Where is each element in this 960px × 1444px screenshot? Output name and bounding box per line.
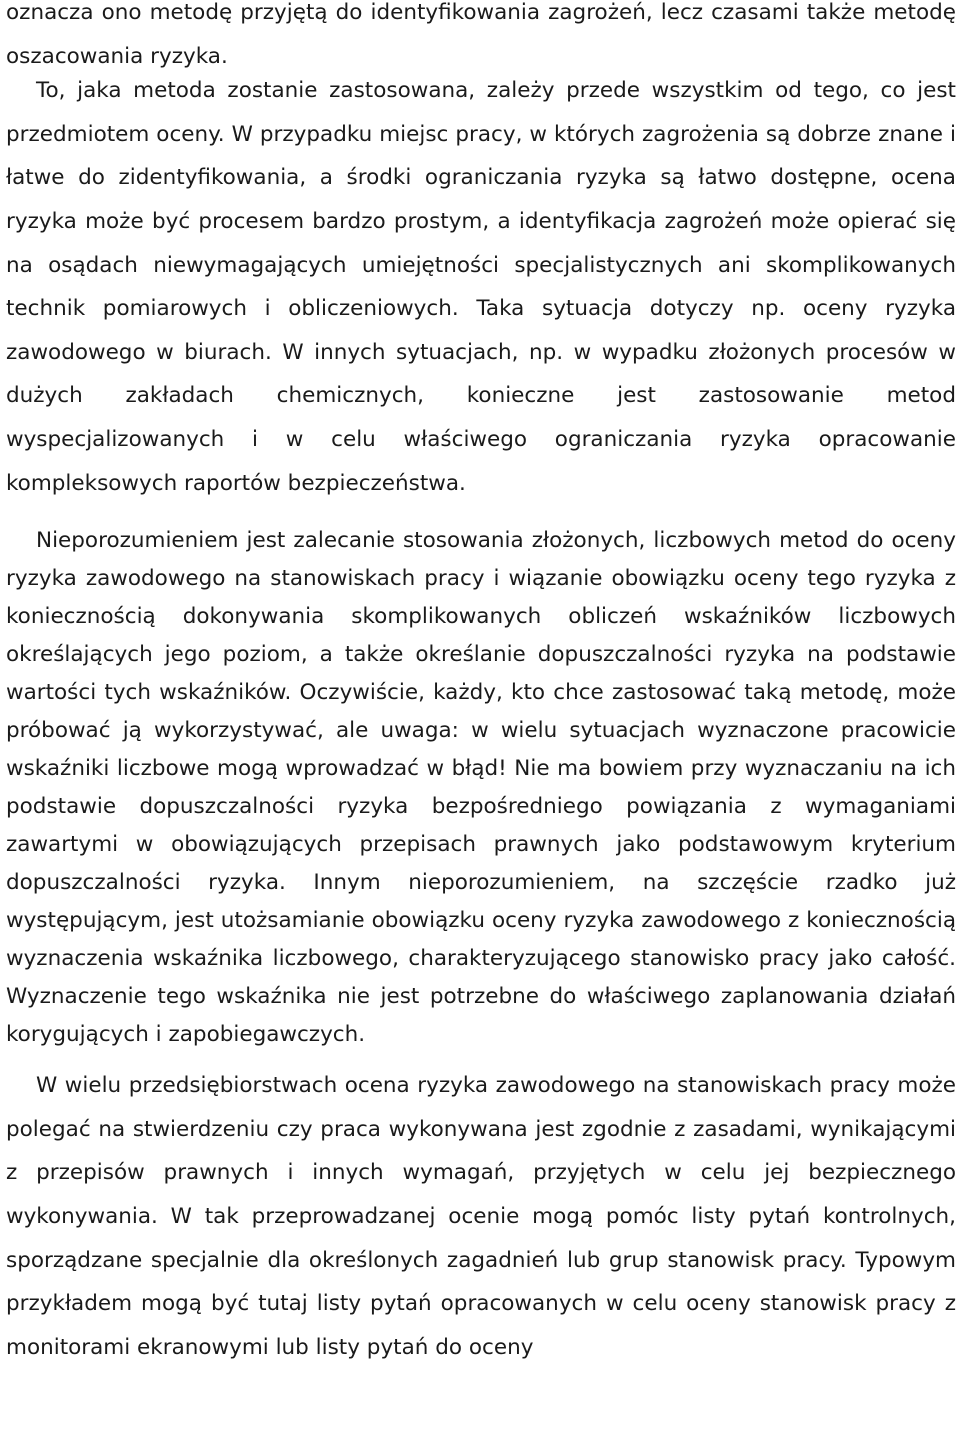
paragraph-3-text: Nieporozumieniem jest zalecanie stosowania złożonych, liczbowych metod do oceny ryzyka zawodowego na stanowiskach pracy i wiązanie obowiązku oceny tego ryzyka z koniecznością dokonywania skomplikowanych obliczeń wskaźników liczbowych określających jego poziom, a także określanie dopuszczalności ryzyka na podstawie wartości tych wskaźników. Oczywiście, każdy, kto chce zastosować taką metodę, może próbować ją wykorzystywać, ale uwaga: w wielu sytuacjach wyznaczone pracowicie wskaźniki liczbowe mogą wprowadzać w błąd! Nie ma bowiem przy wyznaczaniu na ich podstawie dopuszczalności ryzyka bezpośredniego powiązania z wymaganiami zawartymi w obowiązujących przepisach prawnych jako podstawowym kryterium dopuszczalności ryzyka. Innym nieporozumieniem, na szczęście rzadko już występującym, jest utożsamianie obowiązku oceny ryzyka zawodowego z koniecznością wyznaczenia wskaźnika liczbowego, charakteryzującego stanowisko pracy jako całość. Wyznaczenie tego wskaźnika nie jest potrzebne do właściwego zaplanowania działań korygujących i zapobiegawczych. (6, 528, 956, 1048)
paragraph-2-text: To, jaka metoda zostanie zastosowana, zależy przede wszystkim od tego, co jest przedmiotem oceny. W przypadku miejsc pracy, w których zagrożenia są dobrze znane i łatwe do zidentyfikowania, a środki ograniczania ryzyka są łatwo dostępne, ocena ryzyka może być procesem bardzo prostym, a identyfikacja zagrożeń może opierać się na osądach niewymagających umiejętności specjalistycznych ani skomplikowanych technik pomiarowych i obliczeniowych. Taka sytuacja dotyczy np. oceny ryzyka zawodowego w biurach. W innych sytuacjach, np. w wypadku złożonych procesów w dużych zakładach chemicznych, konieczne jest zastosowanie metod wyspecjalizowanych i w celu właściwego ograniczania ryzyka opracowanie kompleksowych raportów bezpieczeństwa. (6, 78, 956, 496)
paragraph-4 (6, 1064, 956, 1369)
paragraph-1 (6, 0, 956, 78)
paragraph-4-text: W wielu przedsiębiorstwach ocena ryzyka zawodowego na stanowiskach pracy może polegać na stwierdzeniu czy praca wykonywana jest zgodnie z zasadami, wynikającymi z przepisów prawnych i innych wymagań, przyjętych w celu jej bezpiecznego wykonywania. W tak przeprowadzanej ocenie mogą pomóc listy pytań kontrolnych, sporządzane specjalnie dla określonych zagadnień lub grup stanowisk pracy. Typowym przykładem mogą być tutaj listy pytań opracowanych w celu oceny stanowisk pracy z monitorami ekranowymi lub listy pytań do oceny (6, 1073, 956, 1360)
document-page (6, 0, 956, 1369)
paragraph-2 (6, 69, 956, 505)
paragraph-3 (6, 522, 956, 1054)
paragraph-1-text: oznacza ono metodę przyjętą do identyfikowania zagrożeń, lecz czasami także metodę oszacowania ryzyka. (6, 0, 956, 69)
